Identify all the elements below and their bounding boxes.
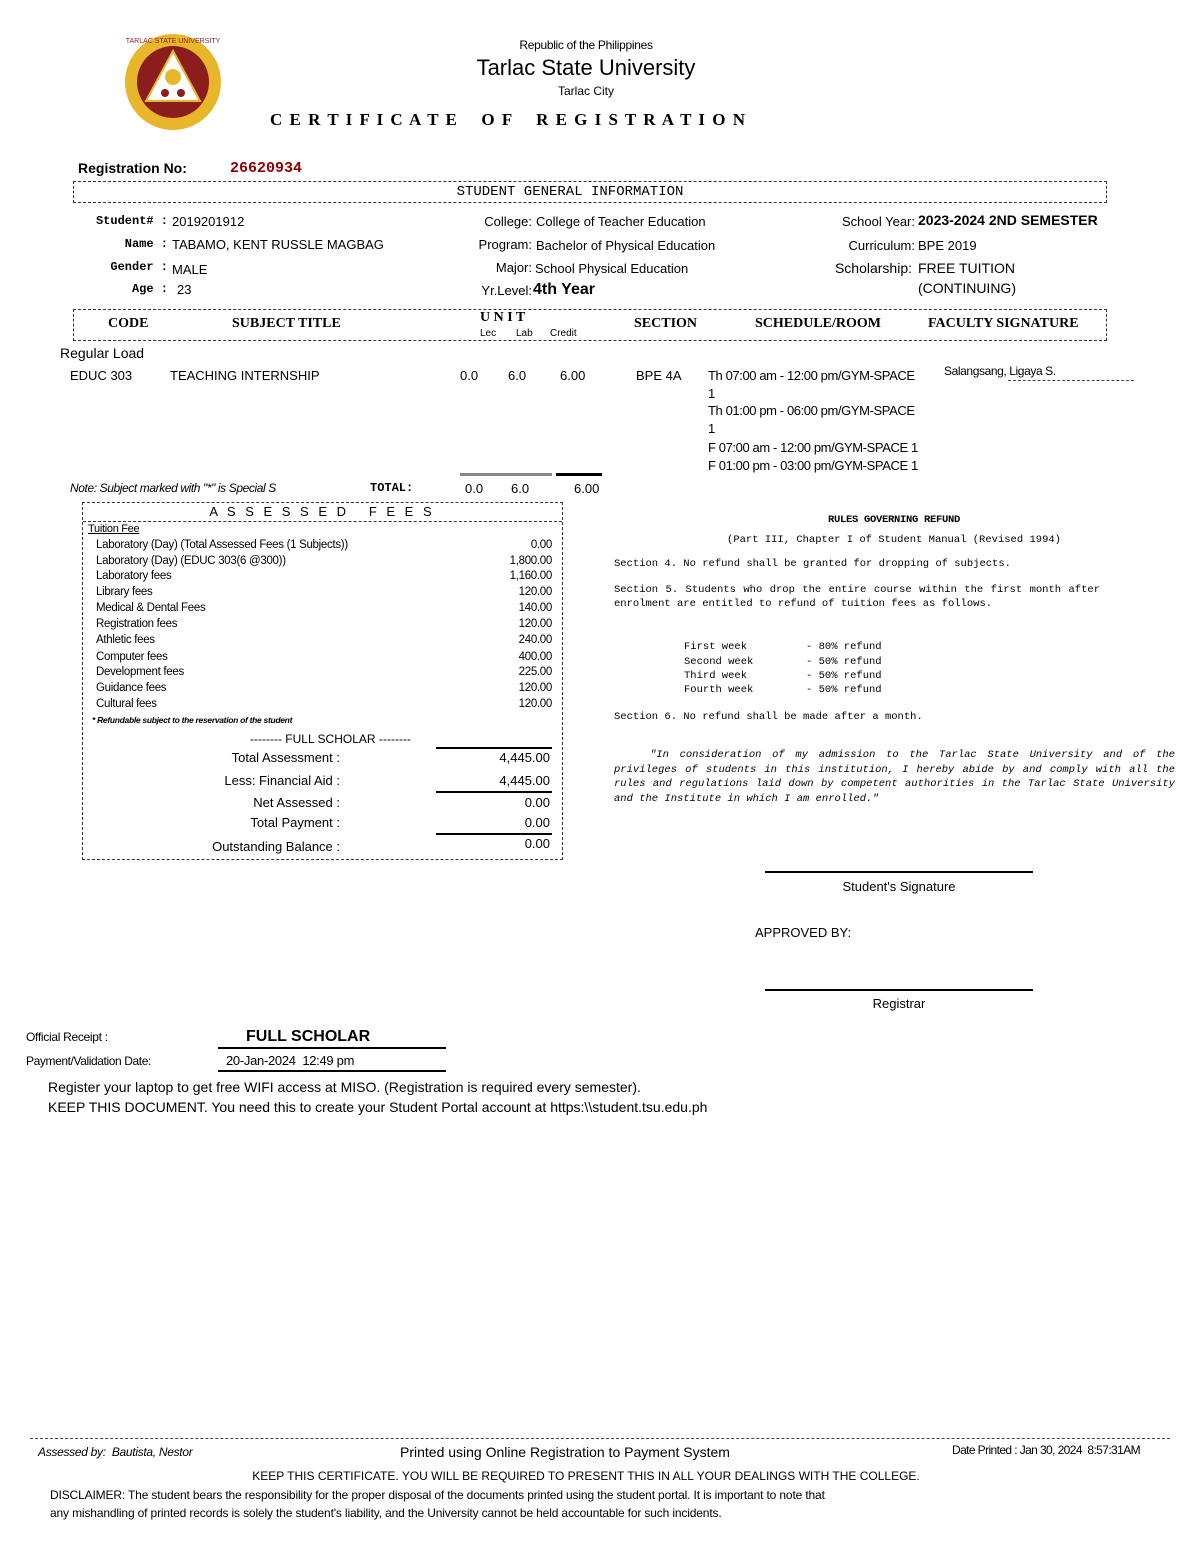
outstanding-balance-label: Outstanding Balance : [212,839,340,854]
curriculum: BPE 2019 [918,238,977,253]
major-label: Major: [495,260,532,275]
student-no-label: Student# : [95,214,168,228]
col-subject-title: SUBJECT TITLE [232,316,341,331]
refund-week: Third week [684,670,748,682]
total-lab: 6.0 [511,481,530,496]
net-rule [436,791,552,793]
schedule-line: F 07:00 am - 12:00 pm/GYM-SPACE 1 [708,440,918,455]
scholarship: FREE TUITION [918,260,1015,276]
scholarship-label: Scholarship: [834,260,912,276]
col-code: CODE [108,316,149,331]
subject-lab: 6.0 [508,368,527,383]
payment-date-value: 20-Jan-2024 12:49 pm [226,1053,355,1068]
university-name: Tarlac State University [476,55,696,80]
load-type: Regular Load [60,345,145,361]
registration-label: Registration No: [78,160,187,176]
col-lab: Lab [516,328,533,339]
republic-label: Republic of the Philippines [519,38,653,52]
printed-using: Printed using Online Registration to Payment System [400,1444,730,1460]
net-assessed: 0.00 [524,795,550,810]
faculty-signature-line [1008,380,1134,381]
total-payment: 0.00 [524,815,550,830]
college-label: College: [484,214,532,229]
total-credit: 6.00 [574,481,600,496]
approved-by-label: APPROVED BY: [755,925,852,940]
fee-item: Laboratory fees 1,160.00 [96,570,552,582]
refund-rate: - 50% refund [806,670,882,682]
assessment-rule [436,747,552,749]
net-assessed-label: Net Assessed : [253,795,340,810]
schedule-line: Th 01:00 pm - 06:00 pm/GYM-SPACE [708,403,915,418]
refund-subtitle: (Part III, Chapter I of Student Manual (Revised 1994) [727,534,1061,546]
assessed-fees-title: A S S E S S E D F E E S [209,504,435,519]
schedule-line: 1 [708,421,716,436]
col-credit: Credit [550,328,577,339]
student-signature-label: Student's Signature [842,879,956,894]
student-no: 2019201912 [172,214,245,229]
school-year-label: School Year: [841,214,915,229]
student-signature-line [765,871,1033,873]
school-year: 2023-2024 2ND SEMESTER [918,212,1098,228]
date-printed: Date Printed : Jan 30, 2024 8:57:31AM [952,1443,1141,1457]
outstanding-balance: 0.00 [524,836,550,851]
refund-week: First week [684,641,748,653]
assessed-fees-divider [83,521,562,522]
official-receipt-label: Official Receipt : [26,1030,108,1044]
fee-item: Medical & Dental Fees 140.00 [96,602,552,614]
total-assessment-label: Total Assessment : [231,750,340,765]
tuition-fee-group: Tuition Fee [88,523,140,535]
fee-item: Development fees 225.00 [96,666,552,678]
refundable-note: * Refundable subject to the reservation of the student [92,715,293,725]
major: School Physical Education [535,261,689,276]
student-name: TABAMO, KENT RUSSLE MAGBAG [172,237,384,252]
special-subject-note: Note: Subject marked with "*" is Special S [70,481,276,495]
faculty-name: Salangsang, Ligaya S. [944,364,1056,378]
yrlevel-label: Yr.Level: [481,283,532,298]
assessed-by: Assessed by: Bautista, Nestor [38,1445,193,1459]
refund-rate: - 80% refund [806,641,882,653]
refund-rate: - 50% refund [806,656,882,668]
col-unit: U N I T [480,310,526,325]
refund-week: Fourth week [684,684,754,696]
fee-item: Computer fees 400.00 [96,651,552,663]
fee-item: Guidance fees 120.00 [96,682,552,694]
svg-text:TARLAC STATE UNIVERSITY: TARLAC STATE UNIVERSITY [125,38,221,45]
schedule-line: Th 07:00 am - 12:00 pm/GYM-SPACE [708,368,915,383]
fee-item: Cultural fees 120.00 [96,698,552,710]
fee-item: Laboratory (Day) (EDUC 303(6 @300)) 1,800.00 [96,555,552,567]
disclaimer-line-1: DISCLAIMER: The student bears the responsibility for the proper disposal of the documents printed using the student portal. It is important to note that [50,1488,825,1502]
fee-item: Registration fees 120.00 [96,618,552,630]
official-receipt-value: FULL SCHOLAR [246,1028,371,1045]
col-lec: Lec [480,328,497,339]
registrar-signature-line [765,989,1033,991]
schedule-line: 1 [708,386,716,401]
document-title: C E R T I F I C A T E O F R E G I S T R A T I O N [270,110,747,129]
refund-section-6: Section 6. No refund shall be made after a month. [614,711,923,723]
financial-aid-label: Less: Financial Aid : [224,773,340,788]
subject-title: TEACHING INTERNSHIP [170,368,320,383]
age-label: Age : [131,282,168,296]
yrlevel: 4th Year [533,281,595,298]
gender-label: Gender : [110,260,168,274]
fee-item: Laboratory (Day) (Total Assessed Fees (1 Subjects)) 0.00 [96,539,552,551]
date-rule [218,1070,446,1072]
total-rule-credit [556,473,602,476]
fee-item: Library fees 120.00 [96,586,552,598]
footer-divider [30,1438,1170,1439]
program: Bachelor of Physical Education [536,238,716,253]
student-info-title: STUDENT GENERAL INFORMATION [456,184,684,200]
registrar-label: Registrar [872,996,926,1011]
college: College of Teacher Education [536,214,706,229]
col-schedule: SCHEDULE/ROOM [755,316,882,331]
total-lec: 0.0 [465,481,484,496]
schedule-line: F 01:00 pm - 03:00 pm/GYM-SPACE 1 [708,458,918,473]
admission-pledge: "In consideration of my admission to the Tarlac State University and of the privileges of students in this institution, I hereby abide by and comply with all the rules and regulations laid down by competent authorities in the Tarlac State University and the Institute in which I am enrolled." [614,749,1175,806]
refund-week: Second week [684,656,754,668]
student-info-title-box [73,181,1107,203]
subject-code: EDUC 303 [70,368,133,383]
refund-section-5: Section 5. Students who drop the entire course within the first month after enrolment are entitled to refund of tuition fees as follows. [614,584,1100,610]
col-section: SECTION [634,316,698,331]
refund-section-4: Section 4. No refund shall be granted for dropping of subjects. [614,558,1011,570]
total-payment-label: Total Payment : [250,815,340,830]
scholarship-continuing: (CONTINUING) [918,280,1016,296]
payment-date-label: Payment/Validation Date: [26,1054,151,1068]
total-rule-units [460,473,552,476]
curriculum-label: Curriculum: [848,238,915,253]
age: 23 [177,282,192,297]
program-label: Program: [478,237,532,252]
balance-rule [436,833,552,835]
gender: MALE [172,262,208,277]
registration-number: 26620934 [230,160,303,177]
portal-reminder: KEEP THIS DOCUMENT. You need this to create your Student Portal account at https:\\student.tsu.edu.ph [48,1099,708,1115]
total-label: TOTAL: [370,481,414,495]
receipt-rule [218,1047,446,1049]
refund-rate: - 50% refund [806,684,882,696]
city-label: Tarlac City [557,84,614,98]
subject-credit: 6.00 [560,368,586,383]
fee-item: Athletic fees 240.00 [96,634,552,646]
col-faculty: FACULTY SIGNATURE [928,316,1079,331]
full-scholar-line: -------- FULL SCHOLAR -------- [250,732,411,746]
wifi-reminder: Register your laptop to get free WIFI access at MISO. (Registration is required every semester). [48,1079,641,1095]
keep-certificate-notice: KEEP THIS CERTIFICATE. YOU WILL BE REQUIRED TO PRESENT THIS IN ALL YOUR DEALINGS WITH THE COLLEGE. [252,1469,920,1483]
total-assessment: 4,445.00 [499,750,550,765]
subject-section: BPE 4A [636,368,682,383]
subject-lec: 0.0 [460,368,479,383]
disclaimer-line-2: any mishandling of printed records is solely the student's liability, and the University cannot be held accountable for such incidents. [50,1506,722,1520]
refund-title: RULES GOVERNING REFUND [827,514,961,526]
name-label: Name : [124,237,168,251]
financial-aid: 4,445.00 [499,773,550,788]
